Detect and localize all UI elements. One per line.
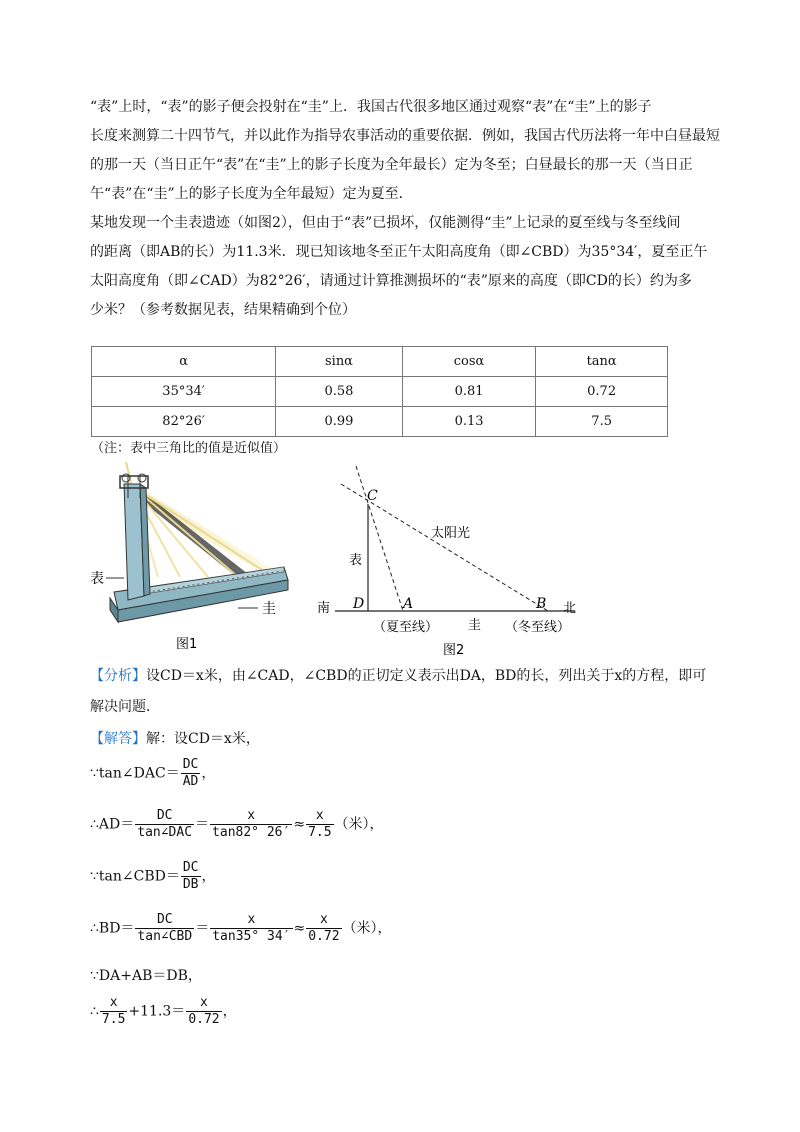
problem-text bbox=[90, 93, 730, 325]
numerator: DC bbox=[182, 860, 199, 875]
table-note: （注：表中三角比的值是近似值） bbox=[91, 441, 287, 456]
answer-tag: 【解答】 bbox=[90, 731, 146, 747]
fraction bbox=[186, 995, 221, 1028]
step-2: ∴AD＝ $\frac{DC}{\text{tan∠DAC}}$ ＝ $\frac{x}{\tan 82^\circ 26'}$ ≈ $\frac{x}{7.5}$ （米）， bbox=[90, 808, 384, 840]
analysis-tag: 【分析】 bbox=[90, 668, 146, 684]
table-cell: 0.81 bbox=[402, 377, 535, 407]
step-1 bbox=[90, 757, 215, 790]
step-text: +11.3＝ bbox=[128, 1003, 186, 1020]
text-line: 某地发现一个圭表遗迹（如图2），但由于“表”已损坏，仅能测得“圭”上记录的夏至线与冬至线间 bbox=[90, 215, 681, 231]
numerator: x bbox=[210, 808, 292, 825]
step-text: ， bbox=[222, 1003, 237, 1020]
step-text: ， bbox=[201, 765, 216, 782]
table-cell: 0.72 bbox=[536, 377, 668, 407]
fraction bbox=[181, 860, 201, 893]
numerator: DC bbox=[135, 808, 194, 825]
table-header-row bbox=[92, 347, 668, 377]
figure-2-caption: 图2 bbox=[443, 643, 465, 658]
table-cell: 0.58 bbox=[276, 377, 403, 407]
step-text: ∴AD＝ bbox=[90, 816, 135, 833]
step-5: ∵DA+AB＝DB， bbox=[90, 968, 202, 984]
numerator: DC bbox=[182, 757, 199, 772]
numerator: x bbox=[186, 995, 221, 1012]
table-header-cell: α bbox=[92, 347, 276, 377]
step-3 bbox=[90, 860, 216, 893]
text-line: “表”上时，“表”的影子便会投射在“圭”上．我国古代很多地区通过观察“表”在“圭”上的影子 bbox=[90, 99, 652, 115]
text-line: 的距离（即AB的长）为11.3米．现已知该地冬至正午太阳高度角（即∠CBD）为35°34′，夏至正午 bbox=[90, 244, 708, 260]
figure-1-gui-label: 圭 bbox=[262, 601, 276, 617]
point-b-label: B bbox=[536, 596, 547, 612]
denominator: tan∠CBD bbox=[137, 929, 193, 944]
winter-line-label: （冬至线） bbox=[505, 620, 571, 635]
table-header-cell: cosα bbox=[402, 347, 535, 377]
table-cell: 0.99 bbox=[276, 407, 403, 437]
figure-1-biao-label: 表 bbox=[90, 571, 104, 587]
step-text: （米）， bbox=[342, 920, 392, 937]
fraction bbox=[306, 808, 333, 841]
numerator: DC bbox=[135, 912, 194, 929]
analysis-line-2: 解决问题． bbox=[90, 699, 160, 715]
north-label: 北 bbox=[563, 601, 577, 616]
fraction bbox=[100, 995, 127, 1028]
biao-label: 表 bbox=[349, 553, 363, 568]
step-4: ∴BD＝ $\frac{DC}{\text{tan∠CBD}}$ ＝ $\frac{x}{\tan 35^\circ 34'}$ ≈ $\frac{x}{0.72}$ （米）， bbox=[90, 912, 392, 944]
step-text: ≈ bbox=[293, 816, 306, 833]
step-text: ∴ bbox=[90, 1003, 99, 1020]
text-line: 少米？（参考数据见表，结果精确到个位） bbox=[90, 302, 356, 318]
denominator: DB bbox=[182, 877, 199, 892]
figure-1-caption: 图1 bbox=[176, 637, 198, 652]
step-text: （米）， bbox=[334, 816, 384, 833]
point-d-label: D bbox=[353, 596, 365, 612]
denominator: AD bbox=[182, 774, 199, 789]
fraction bbox=[135, 808, 194, 841]
figure-1-illustration bbox=[88, 462, 298, 662]
fraction bbox=[210, 808, 292, 841]
denominator: tan82° 26′ bbox=[212, 825, 291, 840]
text-line: 长度来测算二十四节气，并以此作为指导农事活动的重要依据．例如，我国古代历法将一年中白昼最短 bbox=[90, 128, 720, 144]
step-text: ≈ bbox=[293, 920, 306, 937]
numerator: x bbox=[100, 995, 127, 1012]
gui-label: 圭 bbox=[468, 618, 482, 633]
sunlight-label: 太阳光 bbox=[431, 526, 471, 541]
fraction bbox=[181, 757, 201, 790]
table-header-cell: tanα bbox=[536, 347, 668, 377]
denominator: 7.5 bbox=[101, 1012, 126, 1027]
fraction bbox=[306, 912, 341, 945]
point-a-label: A bbox=[403, 596, 414, 612]
reference-table bbox=[91, 346, 668, 437]
table-header-cell: sinα bbox=[276, 347, 403, 377]
table-row bbox=[92, 377, 668, 407]
step-text: ∴BD＝ bbox=[90, 920, 135, 937]
figure-2-diagram bbox=[313, 464, 603, 660]
table-cell: 35°34′ bbox=[92, 377, 276, 407]
denominator: 7.5 bbox=[308, 825, 332, 840]
denominator: 0.72 bbox=[308, 929, 340, 944]
table-cell: 0.13 bbox=[402, 407, 535, 437]
table-row bbox=[92, 407, 668, 437]
answer-start-text: 解：设CD＝x米， bbox=[146, 731, 260, 747]
text-line: 的那一天（当日正午“表”在“圭”上的影子长度为全年最长）定为冬至；白昼最长的那一天（当日正 bbox=[90, 157, 693, 173]
table-cell: 82°26′ bbox=[92, 407, 276, 437]
denominator: 0.72 bbox=[188, 1012, 220, 1027]
text-line: 太阳高度角（即∠CAD）为82°26′，请通过计算推测损坏的“表”原来的高度（即CD的长）约为多 bbox=[90, 273, 692, 289]
denominator: tan∠DAC bbox=[137, 825, 193, 840]
denominator: tan35° 34′ bbox=[212, 929, 291, 944]
fraction bbox=[210, 912, 292, 945]
table-cell: 7.5 bbox=[536, 407, 668, 437]
answer-line-start bbox=[90, 728, 260, 748]
numerator: x bbox=[210, 912, 292, 929]
fraction bbox=[135, 912, 194, 945]
text-line: 午“表”在“圭”上的影子长度为全年最短）定为夏至． bbox=[90, 186, 413, 202]
analysis-text: 设CD＝x米，由∠CAD，∠CBD的正切定义表示出DA，BD的长，列出关于x的方程，即可 bbox=[146, 668, 707, 684]
step-text: ， bbox=[201, 868, 216, 885]
summer-line-label: （夏至线） bbox=[373, 620, 439, 635]
step-text: ∵tan∠DAC＝ bbox=[90, 765, 180, 782]
line-ca bbox=[356, 466, 403, 611]
south-label: 南 bbox=[317, 601, 331, 616]
numerator: x bbox=[306, 912, 341, 929]
step-6 bbox=[90, 995, 237, 1028]
step-text: ∵tan∠CBD＝ bbox=[90, 868, 180, 885]
numerator: x bbox=[306, 808, 333, 825]
analysis-line-1 bbox=[90, 665, 706, 685]
point-c-label: C bbox=[367, 488, 378, 504]
